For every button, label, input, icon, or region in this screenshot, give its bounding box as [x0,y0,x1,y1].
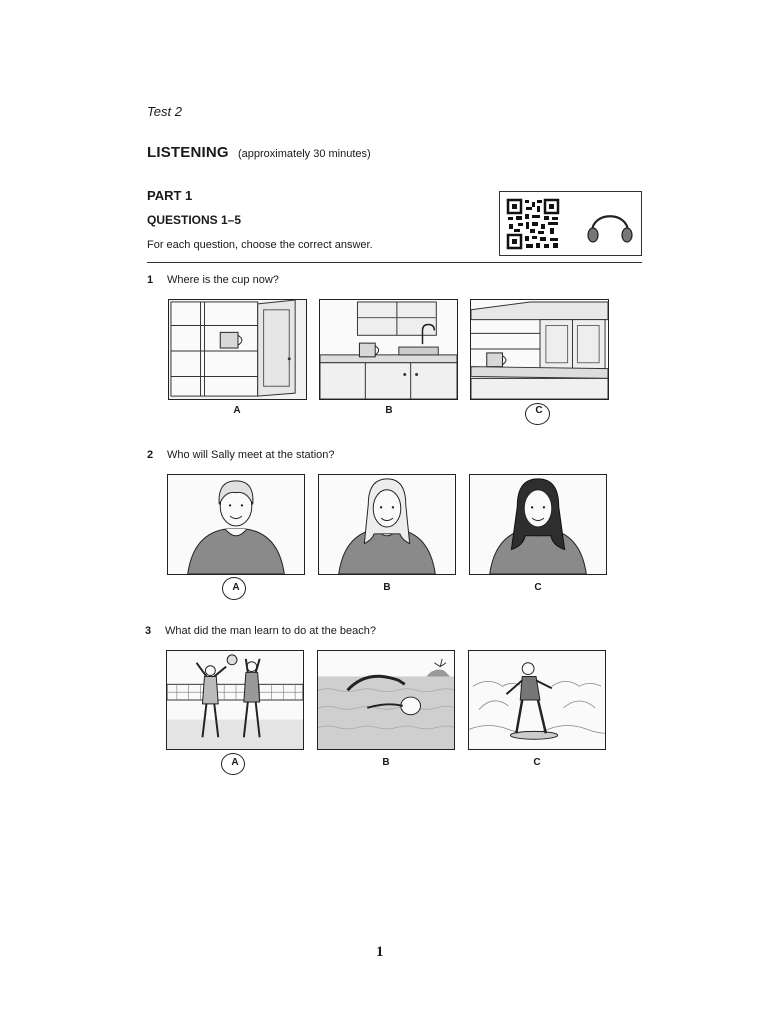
q3-option-a-volleyball-image[interactable] [166,650,304,750]
q3-answer-circle-mark [221,753,245,775]
q2-option-c-long-dark-hair-woman-image[interactable] [469,474,607,575]
q2-option-c-label: C [534,582,542,593]
q3-option-c-surfing-image[interactable] [468,650,606,750]
qr-code-icon[interactable] [506,198,560,250]
test-label: Test 2 [147,104,182,119]
page-number: 1 [376,944,384,960]
part-title: PART 1 [147,188,193,203]
q1-option-c-label: C [535,405,543,416]
q3-option-c-label: C [533,757,541,768]
q1-option-b-label: B [385,405,393,416]
section-duration: (approximately 30 minutes) [238,148,371,160]
q1-option-c-shelf-image[interactable] [470,299,609,400]
q3-option-a-label: A [231,757,239,768]
questions-range: QUESTIONS 1–5 [147,213,242,227]
instruction-text: For each question, choose the correct answer. [147,239,373,251]
question-3-number: 3 [145,625,152,637]
question-3-text: What did the man learn to do at the beach? [165,625,376,637]
q3-option-b-swimming-image[interactable] [317,650,455,750]
headphones-icon [585,206,635,246]
q2-option-a-short-hair-woman-image[interactable] [167,474,305,575]
q1-answer-circle-mark [525,403,550,425]
q2-option-a-label: A [232,582,240,593]
question-1-number: 1 [147,274,154,286]
q2-answer-circle-mark [222,577,246,600]
divider [147,262,642,263]
q2-option-b-label: B [383,582,391,593]
q1-option-a-cupboard-image[interactable] [168,299,307,400]
q1-option-a-label: A [233,405,241,416]
question-1-text: Where is the cup now? [167,274,279,286]
q3-option-b-label: B [382,757,390,768]
section-title: LISTENING [147,144,229,161]
question-2-text: Who will Sally meet at the station? [167,449,335,461]
q1-option-b-sink-image[interactable] [319,299,458,400]
audio-box [499,191,642,256]
q2-option-b-long-light-hair-woman-image[interactable] [318,474,456,575]
question-2-number: 2 [147,449,154,461]
